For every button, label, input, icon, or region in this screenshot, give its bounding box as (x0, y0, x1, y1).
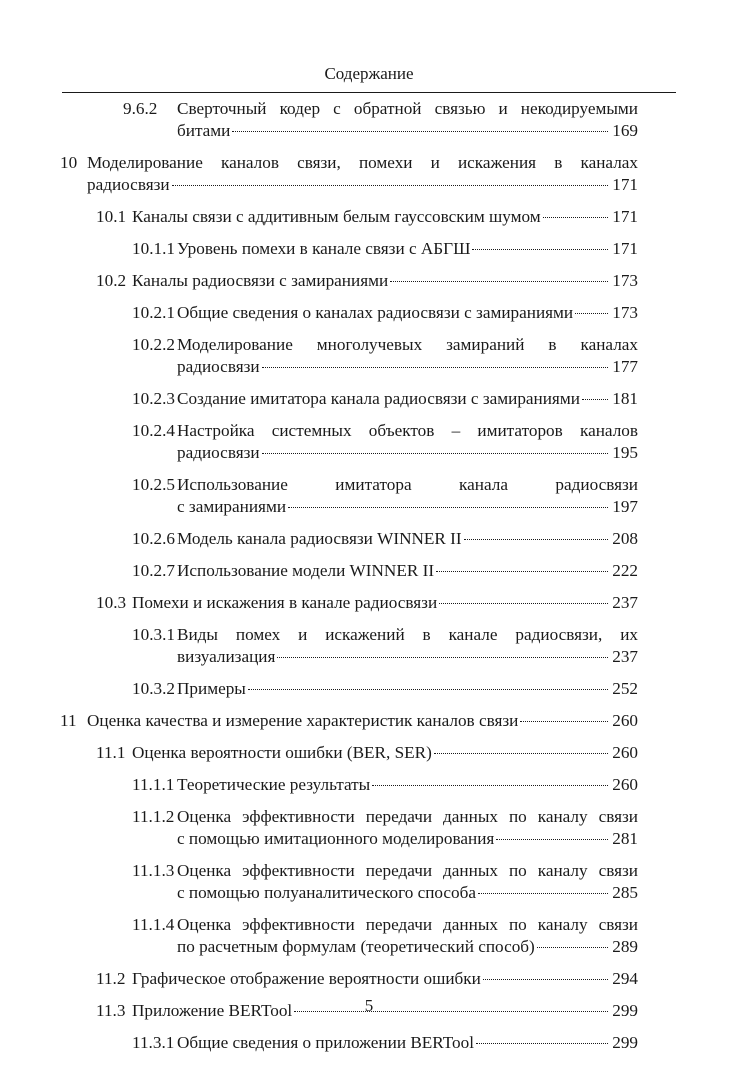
toc-entry[interactable] (60, 560, 638, 582)
toc-entry-title (177, 302, 638, 324)
dot-leader (434, 753, 608, 754)
toc-entry-number: 11.1.3 (132, 861, 175, 880)
dot-leader (483, 979, 608, 980)
toc-entry[interactable] (60, 334, 638, 378)
toc-entry-title (87, 710, 638, 732)
toc-entry-number: 10.3 (96, 593, 127, 612)
toc-entry-number: 10.1.1 (132, 239, 175, 258)
dot-leader (172, 185, 609, 186)
toc-entry-title-line: Настройка системных объектов – имитаторов каналов (177, 421, 638, 440)
toc-entry-title (132, 968, 638, 990)
toc-entry-title (177, 624, 638, 668)
toc-entry[interactable] (60, 806, 638, 850)
dot-leader (390, 281, 608, 282)
toc-entry[interactable] (60, 206, 638, 228)
toc-entry-title-text: Каналы радиосвязи с замираниями (132, 271, 389, 290)
dot-leader (232, 131, 608, 132)
dot-leader (288, 507, 608, 508)
page-number: 5 (364, 996, 374, 1015)
toc-entry-number: 11.1 (96, 743, 126, 762)
toc-entry-number: 11 (60, 711, 77, 730)
toc-entry[interactable] (60, 710, 638, 732)
toc-entry-title-text: с помощью имитационного моделирования (177, 829, 495, 848)
toc-entry[interactable] (60, 678, 638, 700)
toc-entry[interactable] (60, 860, 638, 904)
toc-entry[interactable] (60, 528, 638, 550)
toc-entry-title-text: Приложение BERTool (132, 1001, 293, 1020)
page-header-title: Содержание (324, 64, 414, 83)
toc-entry-page: 208 (612, 529, 638, 548)
toc-entry-number: 10.2.5 (132, 475, 175, 494)
dot-leader (262, 453, 609, 454)
toc-entry-title (132, 742, 638, 764)
toc-entry-page: 173 (612, 271, 638, 290)
toc-entry-number: 11.3 (96, 1001, 126, 1020)
dot-leader (476, 1043, 608, 1044)
toc-entry-title-line: Оценка эффективности передачи данных по каналу связи (177, 861, 638, 880)
toc-entry-title-text: Использование модели WINNER II (177, 561, 435, 580)
toc-entry-page: 289 (612, 937, 638, 956)
toc-entry-title (132, 592, 638, 614)
dot-leader (372, 785, 608, 786)
dot-leader (520, 721, 608, 722)
toc-entry-number: 10.2.1 (132, 303, 175, 322)
toc-entry-page: 237 (612, 647, 638, 666)
toc-entry-page: 260 (612, 743, 638, 762)
toc-entry-page: 260 (612, 711, 638, 730)
toc-entry-title-text: радиосвязи (177, 357, 260, 376)
toc-entry-title-line: Сверточный кодер с обратной связью и некодируемыми (177, 99, 638, 118)
toc-entry[interactable] (60, 270, 638, 292)
toc-entry-title (132, 270, 638, 292)
dot-leader (439, 603, 608, 604)
toc-entry-title-text: Теоретические результаты (177, 775, 371, 794)
toc-entry-title-text: Общие сведения о приложении BERTool (177, 1033, 474, 1052)
toc-entry-page: 169 (612, 121, 638, 140)
toc-entry-title (177, 98, 638, 142)
toc-entry-title-line: Моделирование каналов связи, помехи и искажения в каналах (87, 153, 638, 172)
toc-entry-title (177, 774, 638, 796)
dot-leader (575, 313, 608, 314)
toc-entry-title (177, 388, 638, 410)
toc-entry[interactable] (60, 388, 638, 410)
toc-entry-page: 197 (612, 497, 638, 516)
toc-entry-page: 285 (612, 883, 638, 902)
toc-entry-number: 11.1.1 (132, 775, 175, 794)
toc-entry-title (132, 206, 638, 228)
toc-entry-page: 177 (612, 357, 638, 376)
toc-entry[interactable] (60, 474, 638, 518)
toc-entry-title-text: с помощью полуаналитического способа (177, 883, 477, 902)
toc-entry-title (177, 420, 638, 464)
toc-entry-number: 11.2 (96, 969, 126, 988)
toc-entry-title-text: Помехи и искажения в канале радиосвязи (132, 593, 438, 612)
toc-entry-number: 9.6.2 (123, 99, 158, 118)
toc-entry-title (177, 678, 638, 700)
toc-entry-title-text: визуализация (177, 647, 276, 666)
toc-entry-number: 10.2.3 (132, 389, 175, 408)
toc-entry-title (177, 334, 638, 378)
toc-entry-page: 260 (612, 775, 638, 794)
toc-entry-title (177, 528, 638, 550)
toc-entry-title-text: радиосвязи (177, 443, 260, 462)
toc-entry-title (87, 152, 638, 196)
dot-leader (478, 893, 608, 894)
dot-leader (496, 839, 608, 840)
toc-entry-number: 10.3.1 (132, 625, 175, 644)
toc-entry-page: 222 (612, 561, 638, 580)
toc-entry[interactable] (60, 1032, 638, 1054)
toc-entry-page: 299 (612, 1001, 638, 1020)
toc-entry-number: 10 (60, 153, 78, 172)
toc-entry-number: 11.1.2 (132, 807, 175, 826)
toc-entry-title-text: Создание имитатора канала радиосвязи с замираниями (177, 389, 580, 408)
toc-entry-title-line: Оценка эффективности передачи данных по каналу связи (177, 807, 638, 826)
toc-entry[interactable] (60, 968, 638, 990)
toc-entry[interactable] (60, 152, 638, 196)
toc-entry-page: 171 (612, 239, 638, 258)
toc-entry-title (177, 1032, 638, 1054)
toc-entry-page: 195 (612, 443, 638, 462)
toc-entry[interactable] (60, 592, 638, 614)
toc-entry-title-text: Уровень помехи в канале связи с АБГШ (177, 239, 471, 258)
dot-leader (436, 571, 608, 572)
toc-entry-title-line: Виды помех и искажений в канале радиосвязи, их (177, 625, 638, 644)
dot-leader (277, 657, 608, 658)
toc-entry[interactable] (60, 624, 638, 668)
toc-entry-page: 237 (612, 593, 638, 612)
toc-entry-title-text: Графическое отображение вероятности ошибки (132, 969, 481, 988)
dot-leader (464, 539, 609, 540)
toc-entry-title-text: битами (177, 121, 231, 140)
toc-entry[interactable] (60, 774, 638, 796)
toc-entry-number: 10.2 (96, 271, 127, 290)
toc-entry-page: 252 (612, 679, 638, 698)
toc-entry-title (177, 860, 638, 904)
dot-leader (543, 217, 609, 218)
header-divider (62, 92, 676, 93)
dot-leader (472, 249, 608, 250)
dot-leader (537, 947, 608, 948)
toc-entry-page: 299 (612, 1033, 638, 1052)
toc-entry[interactable] (60, 914, 638, 958)
toc-entry[interactable] (60, 420, 638, 464)
toc-entry-title (177, 560, 638, 582)
toc-entry-page: 171 (612, 207, 638, 226)
dot-leader (262, 367, 609, 368)
toc-entry-title-text: Оценка вероятности ошибки (BER, SER) (132, 743, 432, 762)
dot-leader (582, 399, 608, 400)
toc-entry-title-line: Оценка эффективности передачи данных по каналу связи (177, 915, 638, 934)
toc-entry-title (177, 806, 638, 850)
toc-entry-title (177, 474, 638, 518)
toc-entry-number: 10.2.4 (132, 421, 175, 440)
toc-entry-number: 10.2.6 (132, 529, 175, 548)
toc-entry-number: 10.3.2 (132, 679, 175, 698)
toc-entry-title-line: Моделирование многолучевых замираний в каналах (177, 335, 638, 354)
toc-entry-title-text: Модель канала радиосвязи WINNER II (177, 529, 462, 548)
toc-entry-number: 11.3.1 (132, 1033, 175, 1052)
toc-entry-number: 10.2.2 (132, 335, 175, 354)
toc-entry-title-text: Оценка качества и измерение характеристик каналов связи (87, 711, 519, 730)
toc-entry-page: 281 (612, 829, 638, 848)
toc-entry-number: 10.2.7 (132, 561, 175, 580)
toc-entry-page: 171 (612, 175, 638, 194)
toc-entry[interactable] (60, 98, 638, 142)
toc-entry-title-text: Каналы связи с аддитивным белым гауссовским шумом (132, 207, 541, 226)
toc-entry-number: 10.1 (96, 207, 127, 226)
toc-entry[interactable] (60, 302, 638, 324)
toc-entry-title (177, 914, 638, 958)
toc-entry-page: 294 (612, 969, 638, 988)
toc-entry-title (177, 238, 638, 260)
toc-entry-title-text: по расчетным формулам (теоретический способ) (177, 937, 535, 956)
toc-entry-number: 11.1.4 (132, 915, 175, 934)
toc-entry[interactable] (60, 742, 638, 764)
dot-leader (248, 689, 608, 690)
table-of-contents (60, 98, 638, 1064)
toc-entry-title-text: Примеры (177, 679, 246, 698)
toc-entry-title-text: радиосвязи (87, 175, 170, 194)
toc-entry-page: 173 (612, 303, 638, 322)
toc-entry-title-text: с замираниями (177, 497, 287, 516)
toc-entry-page: 181 (612, 389, 638, 408)
toc-entry-title-text: Общие сведения о каналах радиосвязи с замираниями (177, 303, 574, 322)
toc-entry[interactable] (60, 238, 638, 260)
toc-entry-title-line: Использование имитатора канала радиосвязи (177, 475, 638, 494)
